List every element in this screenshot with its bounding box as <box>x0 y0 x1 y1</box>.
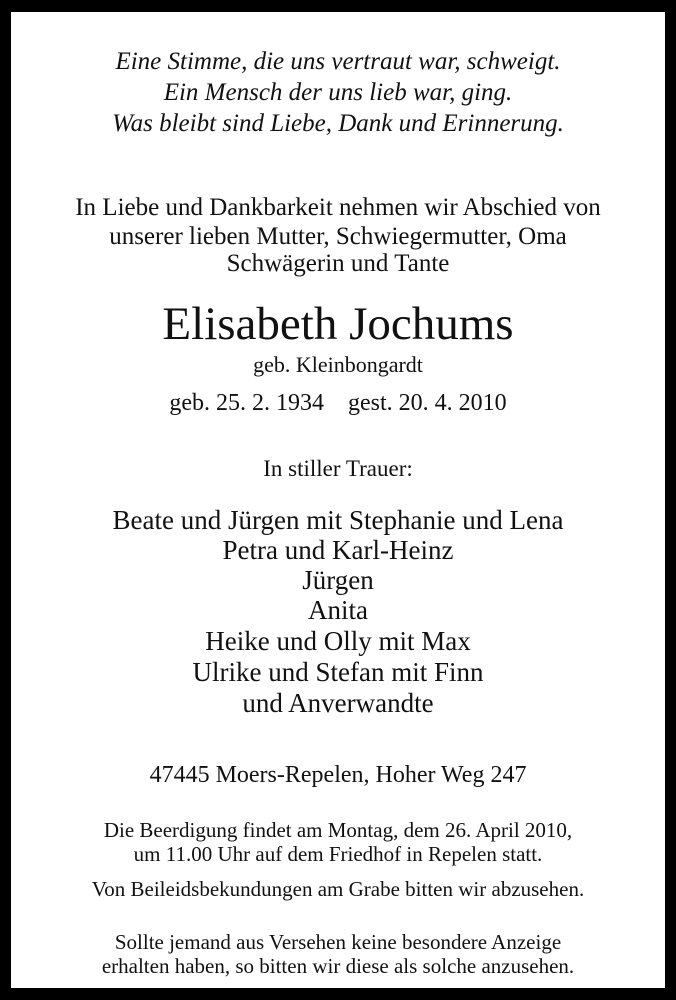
mourner-line: Anita <box>308 595 368 625</box>
intro-line: unserer lieben Mutter, Schwiegermutter, Oma <box>109 223 567 250</box>
maiden-name: geb. Kleinbongardt <box>253 352 423 377</box>
mourner-line: Petra und Karl-Heinz <box>222 535 454 565</box>
mourner-line: Ulrike und Stefan mit Finn <box>192 657 484 687</box>
funeral-line: Die Beerdigung findet am Montag, dem 26. April 2010, <box>103 818 573 842</box>
mourner-line: und Anverwandte <box>242 688 434 718</box>
verse-line: Ein Mensch der uns lieb war, ging. <box>163 79 513 106</box>
condolence-note: Von Beileidsbekundungen am Grabe bitten wir abzusehen. <box>91 877 585 901</box>
mourner-line: Jürgen <box>302 565 374 595</box>
intro-line: Schwägerin und Tante <box>226 250 450 277</box>
closing-line: Sollte jemand aus Versehen keine besondere Anzeige <box>114 930 562 954</box>
verse-line: Eine Stimme, die uns vertraut war, schweigt. <box>115 48 561 75</box>
verse-line: Was bleibt sind Liebe, Dank und Erinnerung. <box>112 110 564 137</box>
funeral-line: um 11.00 Uhr auf dem Friedhof in Repelen statt. <box>133 842 543 866</box>
mourner-line: Heike und Olly mit Max <box>205 626 471 656</box>
address: 47445 Moers-Repelen, Hoher Weg 247 <box>149 762 527 788</box>
deceased-name: Elisabeth Jochums <box>162 298 514 350</box>
birth-date: geb. 25. 2. 1934 <box>169 390 324 416</box>
intro-line: In Liebe und Dankbarkeit nehmen wir Abschied von <box>75 194 601 221</box>
death-date: gest. 20. 4. 2010 <box>347 390 507 416</box>
closing-line: erhalten haben, so bitten wir diese als solche anzusehen. <box>101 954 575 978</box>
life-dates <box>0 391 676 415</box>
mourner-line: Beate und Jürgen mit Stephanie und Lena <box>112 505 564 535</box>
mourners-heading: In stiller Trauer: <box>263 456 413 481</box>
